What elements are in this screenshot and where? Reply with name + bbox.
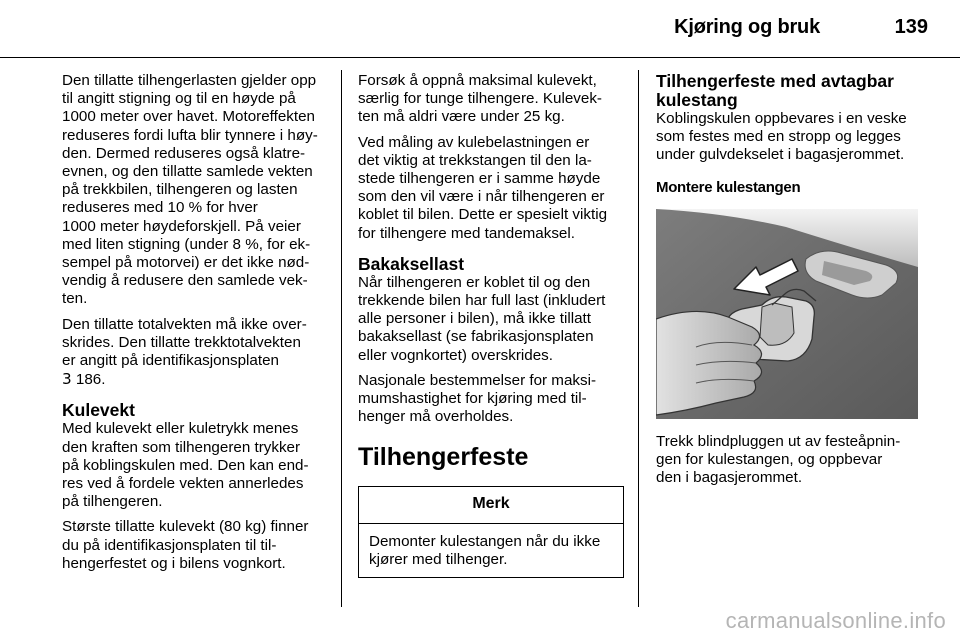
text-line: særlig for tunge tilhengere. Kulevek- (358, 90, 602, 108)
heading-tilhengerfeste: Tilhengerfeste (358, 443, 529, 472)
note-title: Merk (359, 487, 623, 523)
text-line: Den tillatte totalvekten må ikke over- (62, 315, 307, 333)
text-line: på tilhengeren. (62, 493, 163, 511)
text-line: Med kulevekt eller kuletrykk menes (62, 420, 299, 438)
text-line: vendig å redusere den samlede vek- (62, 272, 308, 290)
text-line: hengerfestet og i bilens vognkort. (62, 554, 286, 572)
text-line: du på identifikasjonsplaten til til- (62, 536, 277, 554)
text-line: den kraften som tilhengeren trykker (62, 438, 301, 456)
subheading-mount-towbar: Montere kulestangen (656, 178, 801, 196)
text-line: eller vognkortet) overskrides. (358, 346, 553, 364)
text-line: skrides. Den tillatte trekktotalvekten (62, 333, 301, 351)
text-line: det viktig at trekkstangen til den la- (358, 151, 592, 169)
text-line: 1000 meter høydeforskjell. På veier (62, 217, 301, 235)
text-line: Ved måling av kulebelastningen er (358, 133, 590, 151)
page-reference-link[interactable] (62, 370, 330, 389)
text-line: bakaksellast (se fabrikasjonsplaten (358, 328, 594, 346)
paragraph-tow-load (62, 72, 330, 309)
column-divider-2 (638, 70, 639, 607)
text-line: for tilhengere med tandemaksel. (358, 224, 575, 242)
paragraph-total-weight (62, 316, 330, 390)
text-line: gen for kulestangen, og oppbevar (656, 451, 883, 469)
towbar-illustration (656, 209, 918, 419)
text-line: er angitt på identifikasjonsplaten (62, 352, 279, 370)
page-number: 139 (894, 16, 928, 38)
text-line: med liten stigning (under 8 %, for ek- (62, 235, 311, 253)
text-line: på trekkbilen, tilhengeren og lasten (62, 181, 298, 199)
header-rule (0, 57, 960, 58)
text-line: kjører med tilhenger. (369, 550, 508, 568)
column-1 (62, 72, 330, 580)
reference-arrow-icon: 3 (62, 370, 72, 389)
page-header (0, 0, 960, 56)
section-title: Kjøring og bruk (674, 16, 820, 38)
text-line: som festes med en stropp og legges (656, 128, 901, 146)
text-line: reduseres med 10 % for hver (62, 199, 258, 217)
text-line: sempel på motorvei) er det ikke nød- (62, 254, 310, 272)
text-line: den i bagasjerommet. (656, 469, 803, 487)
paragraph-remove-plug (656, 433, 926, 488)
text-line: koblet til bilen. Dette er spesielt viktig (358, 206, 608, 224)
reference-page: 186. (75, 371, 106, 389)
text-line: den. Dermed reduseres også klatre- (62, 144, 306, 162)
heading-detachable-towbar (656, 72, 926, 110)
paragraph-kulevekt (62, 420, 330, 511)
column-2 (358, 72, 628, 578)
text-line: på koblingskulen med. Den kan end- (62, 456, 309, 474)
text-line: under gulvdekselet i bagasjerommet. (656, 146, 905, 164)
heading-kulevekt: Kulevekt (62, 400, 135, 421)
note-box (358, 486, 624, 578)
heading-line: kulestang (656, 90, 738, 110)
text-line: stede tilhengeren er i samme høyde (358, 170, 601, 188)
text-line: som den vil være i når tilhengeren er (358, 188, 605, 206)
text-line: ten må aldri være under 25 kg. (358, 108, 565, 126)
text-line: Forsøk å oppnå maksimal kulevekt, (358, 72, 597, 89)
text-line: Største tillatte kulevekt (80 kg) finner (62, 518, 309, 536)
text-line: reduseres fordi lufta blir tynnere i høy- (62, 126, 318, 144)
text-line: trekkende bilen har full last (inkludert (358, 292, 606, 310)
text-line: mumshastighet for kjøring med til- (358, 390, 587, 408)
text-line: evnen, og den tillatte samlede vekten (62, 163, 313, 181)
column-3 (656, 72, 926, 494)
text-line: 1000 meter over havet. Motoreffekten (62, 108, 315, 126)
text-line: Når tilhengeren er koblet til og den (358, 273, 591, 291)
paragraph-storage (656, 110, 926, 165)
text-line: res ved å fordele vekten annerledes (62, 475, 304, 493)
paragraph-max-ball-weight (62, 518, 330, 573)
text-line: Koblingskulen oppbevares i en veske (656, 110, 907, 127)
heading-bakaksellast: Bakaksellast (358, 253, 465, 274)
text-line: Den tillatte tilhengerlasten gjelder opp (62, 72, 317, 89)
text-line: alle personer i bilen), må ikke tillatt (358, 310, 591, 328)
text-line: henger må overholdes. (358, 408, 514, 426)
text-line: til angitt stigning og til en høyde på (62, 90, 296, 108)
text-line: ten. (62, 290, 88, 308)
column-divider-1 (341, 70, 342, 607)
heading-line: Tilhengerfeste med avtagbar (656, 71, 894, 91)
text-line: Nasjonale bestemmelser for maksi- (358, 371, 597, 389)
paragraph-measurement (358, 134, 628, 243)
note-body (359, 524, 623, 577)
paragraph-speed-regulations (358, 372, 628, 427)
text-line: Trekk blindpluggen ut av festeåpnin- (656, 432, 901, 450)
paragraph-rear-axle-load (358, 274, 628, 365)
text-line: Demonter kulestangen når du ikke (369, 532, 601, 550)
paragraph-max-ball-weight-attempt (358, 72, 628, 127)
watermark: carmanualsonline.info (725, 608, 946, 633)
